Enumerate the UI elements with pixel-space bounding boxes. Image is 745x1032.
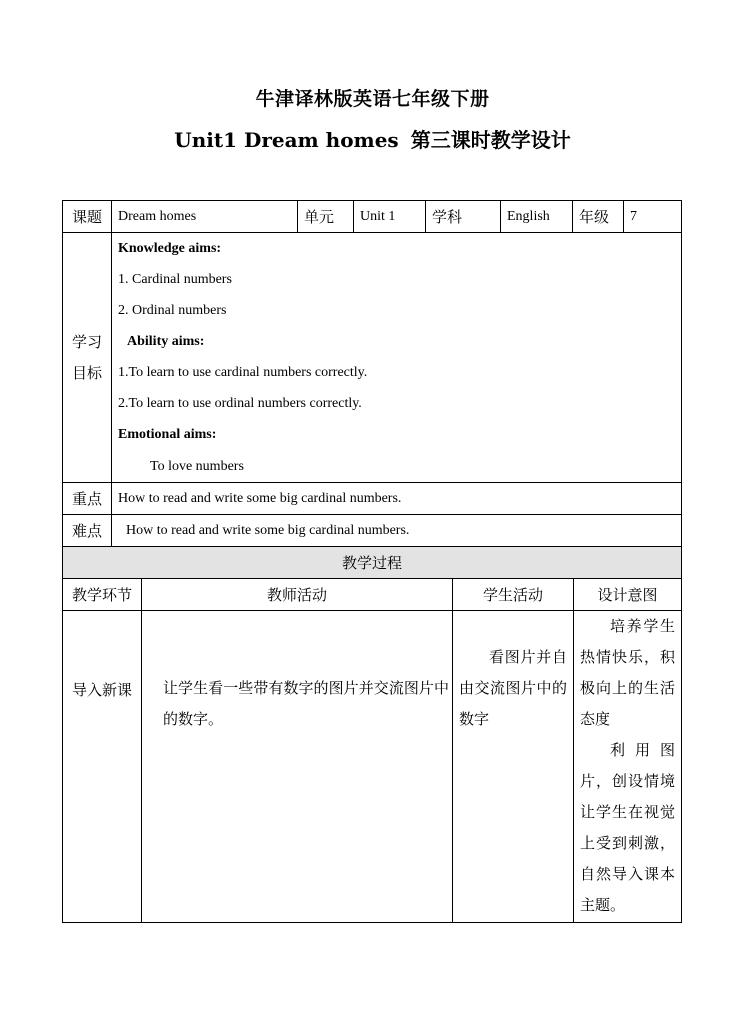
design-intent-cell [573,610,682,923]
knowledge-item: 1. Cardinal numbers [118,272,232,287]
subject-label: 学科 [425,200,501,233]
emotional-heading: Emotional aims: [118,427,217,442]
design-intent-text-1: 培养学生热情快乐，积极向上的生活态度 [580,617,675,728]
difficulty-label: 难点 [62,514,112,547]
knowledge-item: 2. Ordinal numbers [118,303,227,318]
goals-label-line1: 学习 [71,333,102,351]
column-header-stage: 教学环节 [62,578,142,611]
unit-value: Unit 1 [353,200,426,233]
grade-label: 年级 [572,200,624,233]
stage-value: 导入新课 [71,681,132,699]
key-point-value: How to read and write some big cardinal numbers. [111,482,682,515]
teacher-activity-text: 让学生看一些带有数字的图片并交流图片中的数字。 [163,679,449,728]
teacher-activity-cell [141,610,453,923]
ability-item: 2.To learn to use ordinal numbers correctly. [118,396,362,411]
ability-heading: Ability aims: [127,334,205,349]
goals-label [62,232,112,483]
subject-value: English [500,200,573,233]
column-header-teacher: 教师活动 [141,578,453,611]
topic-label: 课题 [62,200,112,233]
document-title: 牛津译林版英语七年级下册 [255,88,490,110]
ability-item: 1.To learn to use cardinal numbers correctly. [118,365,368,380]
key-point-label: 重点 [62,482,112,515]
goals-label-line2: 目标 [71,364,102,382]
design-intent-text-2: 利用图片，创设情境让学生在视觉上受到刺激，自然导入课本主题。 [580,741,675,914]
column-header-intent: 设计意图 [573,578,682,611]
emotional-item: To love numbers [150,459,244,474]
student-activity-text: 看图片并自由交流图片中的数字 [459,648,567,728]
grade-value: 7 [623,200,682,233]
goals-content [111,232,682,483]
topic-value: Dream homes [111,200,298,233]
subtitle-chinese: 第三课时教学设计 [410,128,571,152]
student-activity-cell [452,610,574,923]
difficulty-value: How to read and write some big cardinal numbers. [111,514,682,547]
knowledge-heading: Knowledge aims: [118,241,222,256]
unit-label: 单元 [297,200,354,233]
stage-cell [62,610,142,923]
column-header-student: 学生活动 [452,578,574,611]
process-heading: 教学过程 [62,546,682,579]
subtitle-english: Unit1 Dream homes [174,128,399,152]
document-subtitle [0,124,745,153]
